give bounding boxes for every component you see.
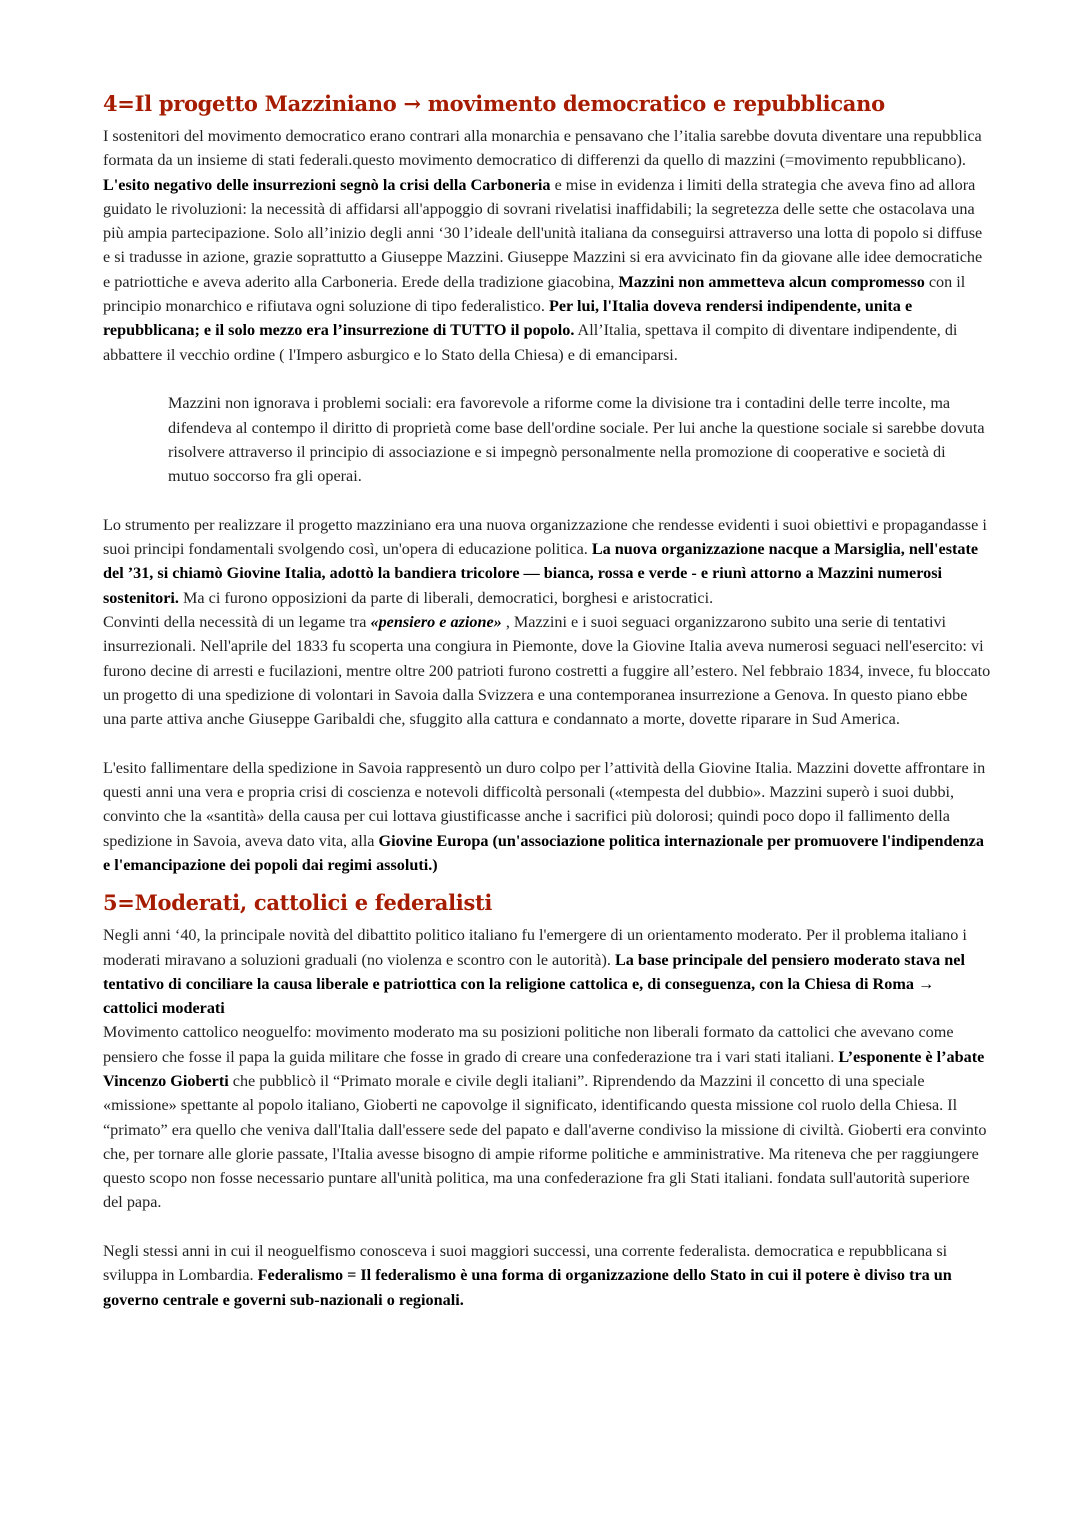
bold-text: Giovine Europa (un'associazione politica internazionale per promuovere l'indipendenza e l'emancipazione dei popoli dai regimi assoluti.)	[103, 831, 984, 874]
text-run: Mazzini non ignorava i problemi sociali: era favorevole a riforme come la divisione tra i contadini delle terre incolte, ma difendeva al contempo il diritto di proprietà come base dell'ordine sociale. Per lui anche la questione sociale si sarebbe dovuta risolvere attraverso il principio di associazione e si impegnò personalmente nella promozione di cooperative e società di mutuo soccorso fra gli operai.	[168, 394, 985, 486]
paragraph	[103, 1239, 993, 1312]
paragraph	[103, 1020, 993, 1214]
text-run: che pubblicò il “Primato morale e civile degli italiani”. Riprendendo da Mazzini il concetto di una speciale «missione» spettante al popolo italiano, Gioberti ne capovolge il significato, identificando questa missione col ruolo della Chiesa. Il “primato” era quello che veniva dall'Italia dall'essere sede del papato e dall'averne condiviso la missione di civiltà. Gioberti era convinto che, per tornare alle glorie passate, l'Italia avesse bisogno di ampie riforme politiche e amministrative. Ma riteneva che per raggiungere questo scopo non fosse necessario puntare all'unità politica, ma una confederazione fra gli Stati italiani. fondata sull'autorità superiore del papa.	[103, 1071, 987, 1212]
section-heading: 5=Moderati, cattolici e federalisti	[103, 890, 493, 916]
paragraph-spacer	[103, 367, 993, 391]
section-heading: 4=Il progetto Mazziniano → movimento democratico e repubblicano	[103, 91, 885, 116]
text-run: Movimento cattolico neoguelfo: movimento moderato ma su posizioni politiche non liberali formato da cattolici che avevano come pensiero che fosse il papa la guida militare che fosse in grado di creare una confederazione tra i vari stati italiani.	[103, 1023, 954, 1066]
text-run: L'esito fallimentare della spedizione in Savoia rappresentò un duro colpo per l’attività della Giovine Italia. Mazzini dovette affrontare in questi anni una vera e propria crisi di coscienza e notevoli difficoltà personali («tempesta del dubbio». Mazzini superò i suoi dubbi, convinto che la «santità» della causa per cui lottava giustificasse anche i sacrifici più dolorosi; quindi poco dopo il fallimento della spedizione in Savoia, aveva dato vita, alla	[103, 758, 986, 850]
indented-paragraph	[103, 391, 988, 488]
bold-text: L’esponente è l’abate Vincenzo Gioberti	[103, 1047, 985, 1090]
paragraph	[103, 124, 993, 173]
paragraph	[103, 923, 993, 1020]
paragraph	[103, 173, 993, 367]
paragraph	[103, 756, 993, 877]
bold-text: Mazzini non ammetteva alcun compromesso	[618, 272, 925, 291]
paragraph	[103, 513, 993, 610]
text-run: Lo strumento per realizzare il progetto mazziniano era una nuova organizzazione che rendesse evidenti i suoi obiettivi e propagandasse i suoi principi fondamentali svolgendo così, un'opera di educazione politica.	[103, 515, 987, 559]
bold-text: «pensiero e azione»	[370, 612, 502, 631]
bold-text: Per lui, l'Italia doveva rendersi indipendente, unita e repubblicana; e il solo mezzo era l’insurrezione di TUTTO il popolo.	[103, 297, 913, 340]
text-run: e mise in evidenza i limiti della strategia che aveva fino ad allora guidato le rivoluzioni: la necessità di affidarsi all'appoggio di sovrani rivelatisi inaffidabili; la segretezza delle sette che ostacolava una più ampia partecipazione. Solo all’inizio degli anni ‘30 l’ideale dell'unità italiana da conseguirsi attraverso una lotta di popolo si diffuse e si tradusse in azione, grazie soprattutto a Giuseppe Mazzini. Giuseppe Mazzini si era avvicinato fin da giovane alle idee democratiche e patriottiche e aveva aderito alla Carboneria. Erede della tradizione giacobina,	[103, 175, 983, 291]
bold-text: L'esito negativo delle insurrezioni segnò la crisi della Carboneria	[103, 175, 551, 194]
bold-text: La nuova organizzazione nacque a Marsiglia, nell'estate del ’31, si chiamò Giovine Italia, adottò la bandiera tricolore — bianca, rossa e verde - e riunì attorno a Mazzini numerosi sostenitori.	[103, 540, 979, 607]
text-run: con il principio monarchico e rifiutava ogni soluzione di tipo federalistico.	[103, 272, 966, 316]
text-run: All’Italia, spettava il compito di diventare indipendente, di abbattere il vecchio ordine ( l'Impero asburgico e lo Stato della Chiesa) e di emanciparsi.	[103, 321, 958, 364]
text-run: , Mazzini e i suoi seguaci organizzarono subito una serie di tentativi insurrezionali. Nell'aprile del 1833 fu scoperta una congiura in Piemonte, dove la Giovine Italia aveva numerosi seguaci nell'esercito: vi furono decine di arresti e fucilazioni, mentre oltre 200 patrioti furono costretti a fuggire all’estero. Nel febbraio 1834, invece, fu bloccato un progetto di una spedizione di volontari in Savoia dalla Svizzera e una contemporanea insurrezione a Genova. In questo piano ebbe una parte attiva anche Giuseppe Garibaldi che, sfuggito alla cattura e condannato a morte, dovette riparare in Sud America.	[103, 612, 991, 729]
document-page	[103, 88, 993, 1312]
paragraph-spacer	[103, 731, 993, 755]
paragraph-spacer	[103, 1215, 993, 1239]
text-run: Negli stessi anni in cui il neoguelfismo conosceva i suoi maggiori successi, una corrente federalista. democratica e repubblicana si sviluppa in Lombardia.	[103, 1242, 948, 1285]
bold-text: La base principale del pensiero moderato stava nel tentativo di conciliare la causa liberale e patriottica con la religione cattolica e, di conseguenza, con la Chiesa di Roma → cattolici moderati	[103, 950, 965, 1018]
text-run: Ma ci furono opposizioni da parte di liberali, democratici, borghesi e aristocratici.	[178, 588, 714, 607]
paragraph-spacer	[103, 488, 993, 512]
text-run: Convinti della necessità di un legame tra	[103, 612, 371, 631]
paragraph	[103, 610, 993, 731]
bold-text: Federalismo = Il federalismo è una forma di organizzazione dello Stato in cui il potere è diviso tra un governo centrale e governi sub-nazionali o regionali.	[103, 1266, 952, 1309]
text-run: I sostenitori del movimento democratico erano contrari alla monarchia e pensavano che l’italia sarebbe dovuta diventare una repubblica formata da un insieme di stati federali.questo movimento democratico di differenzi da quello di mazzini (=movimento repubblicano).	[103, 127, 982, 170]
text-run: Negli anni ‘40, la principale novità del dibattito politico italiano fu l'emergere di un orientamento moderato. Per il problema italiano i moderati miravano a soluzioni graduali (no violenza e scontro con le autorità).	[103, 926, 967, 969]
